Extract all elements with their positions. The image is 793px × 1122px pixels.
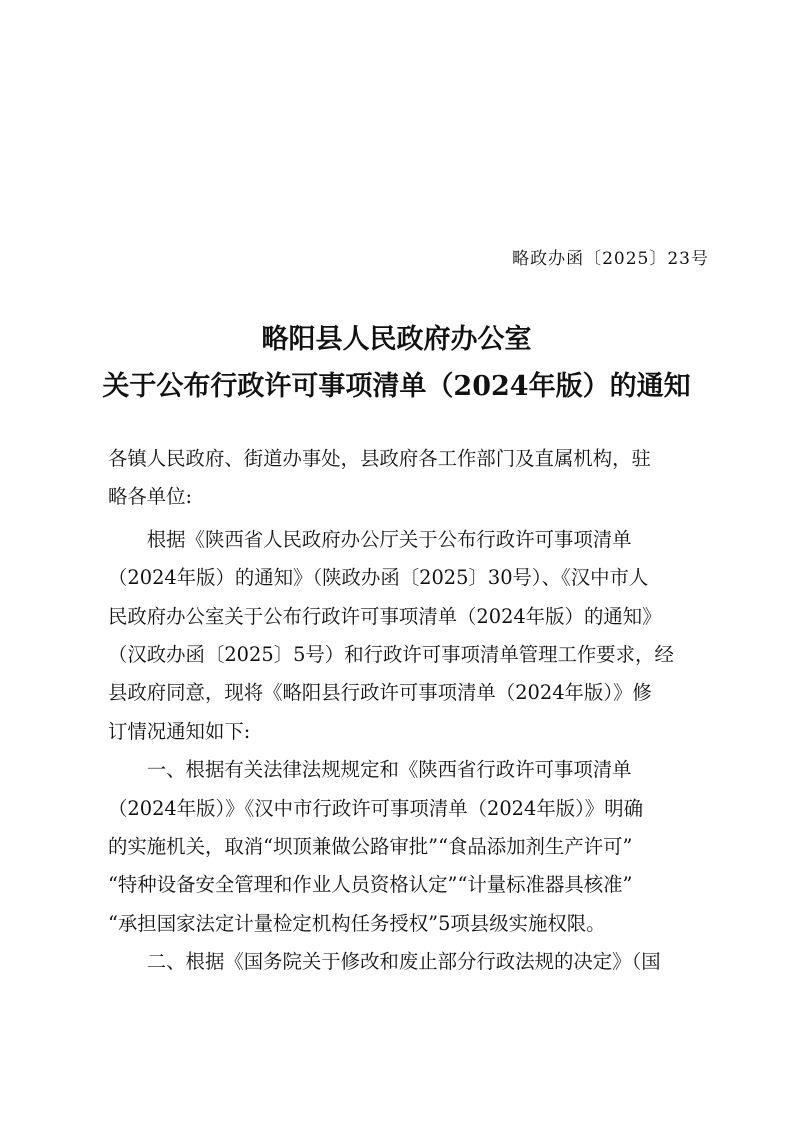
body-line: 根据《陕西省人民政府办公厅关于公布行政许可事项清单 [108, 527, 632, 551]
body-line: 二、根据《国务院关于修改和废止部分行政法规的决定》（国 [108, 950, 661, 974]
body-line: 县政府同意，现将《略阳县行政许可事项清单（2024年版）》修 [108, 681, 652, 705]
body-line: 民政府办公室关于公布行政许可事项清单（2024年版）的通知》 [108, 604, 662, 628]
document-number: 略政办函〔2025〕23号 [512, 249, 709, 269]
body-line: 略各单位: [108, 485, 193, 509]
document-title [0, 316, 793, 410]
body-line: 的实施机关，取消“坝顶兼做公路审批”“食品添加剂生产许可” [108, 834, 633, 858]
body-line: “承担国家法定计量检定机构任务授权”5项县级实施权限。 [108, 911, 606, 935]
body-line: 一、根据有关法律法规规定和《陕西省行政许可事项清单 [108, 758, 632, 782]
document-body [108, 440, 708, 981]
body-line: 各镇人民政府、街道办事处，县政府各工作部门及直属机构，驻 [108, 447, 651, 470]
body-line: 订情况通知如下: [108, 719, 251, 743]
body-line: （2024年版）的通知》（陕政办函〔2025〕30号）、《汉中市人 [108, 566, 649, 590]
title-line-1: 略阳县人民政府办公室 [261, 324, 532, 355]
body-line: “特种设备安全管理和作业人员资格认定”“计量标准器具核准” [108, 873, 633, 897]
body-line: （汉政办函〔2025〕5号）和行政许可事项清单管理工作要求，经 [108, 642, 674, 666]
title-line-2: 关于公布行政许可事项清单（2024年版）的通知 [102, 371, 691, 402]
body-line: （2024年版）》《汉中市行政许可事项清单（2024年版）》明确 [108, 796, 643, 820]
